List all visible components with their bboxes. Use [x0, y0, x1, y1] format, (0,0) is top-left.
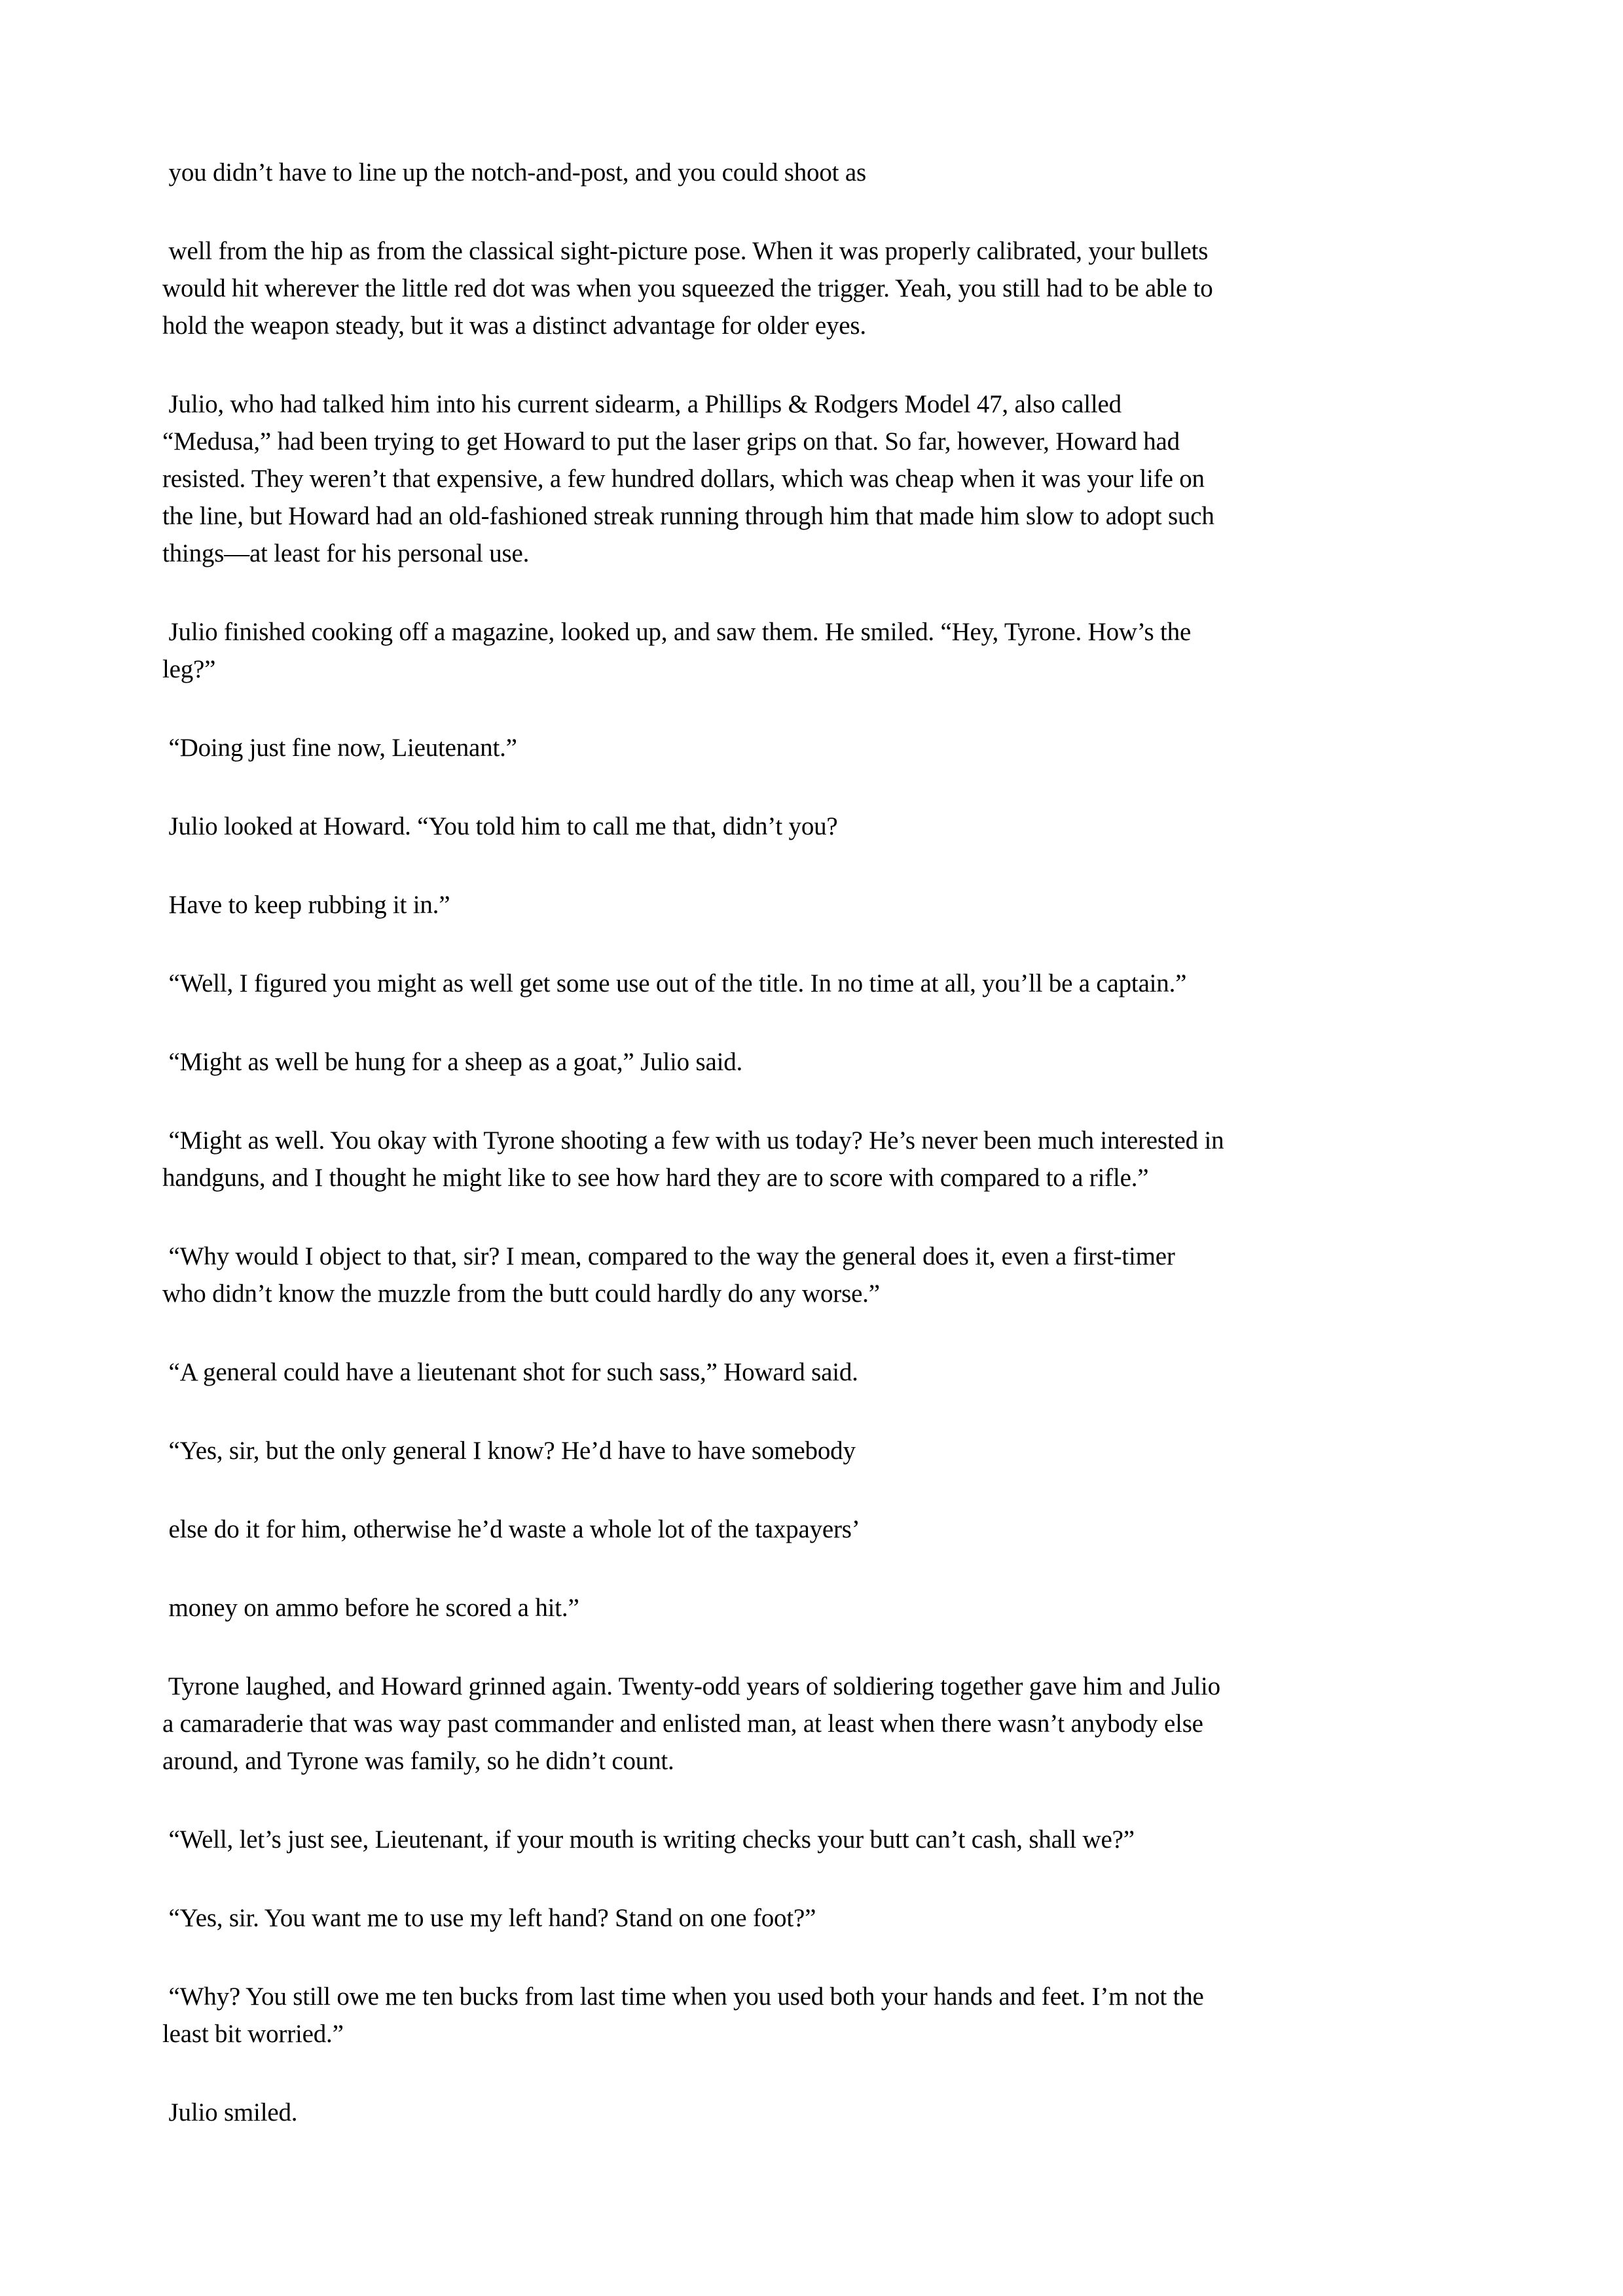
text-line: Have to keep rubbing it in.” — [162, 891, 450, 919]
text-line: “Might as well. You okay with Tyrone shooting a few with us today? He’s never been much interested in — [162, 1126, 1224, 1155]
text-line: Tyrone laughed, and Howard grinned again. Twenty-odd years of soldiering together gave him and Julio — [162, 1672, 1220, 1700]
text-line: leg?” — [162, 655, 216, 683]
paragraph — [162, 808, 1485, 845]
paragraph — [162, 1354, 1485, 1391]
text-line: handguns, and I thought he might like to see how hard they are to score with compared to a rifle.” — [162, 1164, 1149, 1192]
paragraph — [162, 965, 1485, 1002]
text-line: well from the hip as from the classical sight-picture pose. When it was properly calibrated, your bullets — [162, 237, 1209, 265]
text-line: a camaraderie that was way past commander and enlisted man, at least when there wasn’t anybody else — [162, 1710, 1203, 1738]
paragraph — [162, 1978, 1485, 2053]
text-line: else do it for him, otherwise he’d waste a whole lot of the taxpayers’ — [162, 1515, 860, 1543]
text-line: hold the weapon steady, but it was a distinct advantage for older eyes. — [162, 312, 866, 340]
text-line: “Yes, sir, but the only general I know? He’d have to have somebody — [162, 1437, 856, 1465]
text-block — [162, 154, 1485, 2172]
text-line: around, and Tyrone was family, so he didn’t count. — [162, 1747, 674, 1775]
text-line: “Yes, sir. You want me to use my left hand? Stand on one foot?” — [162, 1904, 816, 1932]
paragraph — [162, 729, 1485, 766]
paragraph — [162, 1821, 1485, 1858]
text-line: things—at least for his personal use. — [162, 539, 530, 567]
text-line: who didn’t know the muzzle from the butt could hardly do any worse.” — [162, 1280, 880, 1308]
paragraph — [162, 1899, 1485, 1937]
text-line: you didn’t have to line up the notch-and-post, and you could shoot as — [162, 158, 866, 187]
text-line: Julio smiled. — [162, 2098, 298, 2126]
text-line: “Doing just fine now, Lieutenant.” — [162, 734, 517, 762]
paragraph — [162, 1122, 1485, 1196]
paragraph — [162, 1432, 1485, 1469]
paragraph — [162, 1511, 1485, 1548]
text-line: Julio, who had talked him into his current sidearm, a Phillips & Rodgers Model 47, also called — [162, 390, 1122, 418]
paragraph — [162, 154, 1485, 191]
text-line: Julio finished cooking off a magazine, looked up, and saw them. He smiled. “Hey, Tyrone. How’s the — [162, 618, 1192, 646]
text-line: least bit worried.” — [162, 2020, 344, 2048]
text-line: money on ammo before he scored a hit.” — [162, 1594, 579, 1622]
text-line: the line, but Howard had an old-fashioned streak running through him that made him slow to adopt such — [162, 502, 1214, 530]
text-line: Julio looked at Howard. “You told him to call me that, didn’t you? — [162, 812, 838, 840]
text-line: would hit wherever the little red dot was when you squeezed the trigger. Yeah, you still had to be able to — [162, 274, 1213, 302]
paragraph — [162, 886, 1485, 924]
text-line: “Might as well be hung for a sheep as a goat,” Julio said. — [162, 1048, 743, 1076]
paragraph — [162, 1589, 1485, 1626]
text-line: resisted. They weren’t that expensive, a few hundred dollars, which was cheap when it was your life on — [162, 465, 1205, 493]
paragraph — [162, 613, 1485, 688]
paragraph — [162, 1668, 1485, 1780]
text-line: “A general could have a lieutenant shot for such sass,” Howard said. — [162, 1358, 858, 1386]
text-line: “Medusa,” had been trying to get Howard to put the laser grips on that. So far, however, Howard had — [162, 427, 1180, 456]
paragraph — [162, 232, 1485, 344]
paragraph — [162, 1238, 1485, 1312]
paragraph — [162, 386, 1485, 572]
paragraph — [162, 1043, 1485, 1081]
text-line: “Why? You still owe me ten bucks from last time when you used both your hands and feet. I’m not the — [162, 1982, 1204, 2011]
paragraph — [162, 2094, 1485, 2131]
text-line: “Why would I object to that, sir? I mean, compared to the way the general does it, even a first-timer — [162, 1242, 1175, 1270]
text-line: “Well, let’s just see, Lieutenant, if your mouth is writing checks your butt can’t cash, shall we?” — [162, 1825, 1135, 1854]
text-line: “Well, I figured you might as well get some use out of the title. In no time at all, you’ll be a captain.” — [162, 969, 1187, 997]
